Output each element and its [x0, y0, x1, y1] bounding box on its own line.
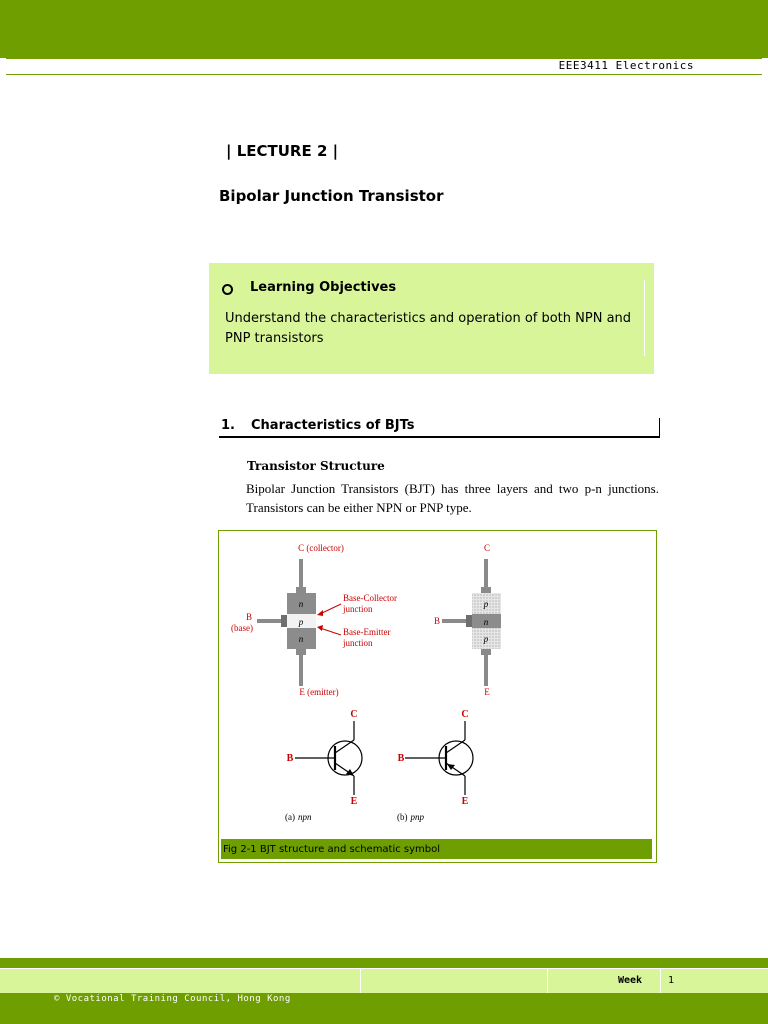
pnp-symbol-b: B [397, 753, 405, 764]
npn-symbol-e: E [350, 796, 358, 807]
be-junction-label-1: Base-Emitter [343, 627, 391, 637]
pnp-collector-pad [481, 587, 491, 593]
pnp-layer-3: p [483, 634, 489, 644]
pnp-emitter-lead [484, 655, 488, 686]
bc-junction-arrowhead [317, 610, 323, 616]
npn-emitter-lead [299, 655, 303, 686]
pnp-emitter-pad [481, 649, 491, 655]
npn-layer-3: n [298, 634, 304, 644]
week-number: 1 [668, 975, 675, 986]
be-junction-label-2: junction [343, 638, 373, 648]
body-paragraph: Bipolar Junction Transistors (BJT) has three layers and two p-n junctions. Transistors can be either NPN or PNP type. [246, 481, 659, 515]
pnp-layer-2: n [483, 617, 489, 627]
pnp-base-pad [466, 615, 472, 627]
npn-collector-label: C (collector) [298, 543, 344, 553]
npn-base-sublabel: (base) [231, 623, 253, 633]
npn-layer-2: p [298, 617, 304, 627]
npn-collector-pad [296, 587, 306, 593]
npn-symbol-label-type: npn [298, 812, 312, 822]
pnp-symbol-c: C [461, 709, 469, 720]
bullet-icon [222, 284, 233, 295]
npn-symbol-label-prefix: (a) [285, 812, 295, 822]
be-junction-arrow [320, 628, 341, 635]
footer-divider [660, 969, 661, 993]
be-junction-arrowhead [317, 625, 323, 631]
figure-box [218, 530, 657, 863]
bc-junction-label-1: Base-Collector [343, 593, 397, 603]
pnp-symbol-label-prefix: (b) [397, 812, 408, 822]
bc-junction-arrow [320, 604, 341, 614]
lecture-title: Bipolar Junction Transistor [219, 187, 444, 205]
pnp-structure [434, 543, 501, 697]
objectives-heading: Learning Objectives [250, 280, 397, 295]
footer-divider [547, 969, 548, 993]
npn-emitter-label: E (emitter) [299, 687, 339, 697]
npn-symbol-label [285, 812, 312, 822]
npn-base-pad [281, 615, 287, 627]
footer-band [0, 969, 768, 993]
bc-junction-label-2: junction [343, 604, 373, 614]
npn-symbol [285, 709, 362, 822]
week-label: Week [618, 975, 643, 986]
figure-caption: Fig 2-1 BJT structure and schematic symbol [223, 844, 441, 855]
subsection-heading: Transistor Structure [247, 459, 385, 473]
section-heading [219, 418, 660, 438]
objectives-divider [644, 280, 645, 356]
npn-structure [231, 543, 397, 697]
copyright-text: © Vocational Training Council, Hong Kong [54, 994, 291, 1004]
footer-rule [0, 958, 768, 968]
footer-divider [360, 969, 361, 993]
npn-emitter-pad [296, 649, 306, 655]
pnp-symbol [397, 709, 473, 822]
pnp-base-label: B [433, 616, 441, 626]
npn-layer-1: n [298, 599, 304, 609]
npn-symbol-b: B [286, 753, 294, 764]
header-rule-bottom [6, 74, 762, 75]
pnp-symbol-label [397, 812, 425, 822]
section-title: Characteristics of BJTs [251, 418, 415, 433]
npn-symbol-c: C [350, 709, 358, 720]
pnp-symbol-label-type: pnp [410, 812, 424, 822]
pnp-emitter-label: E [484, 687, 490, 697]
pnp-layer-1: p [483, 599, 489, 609]
bjt-diagram [219, 531, 656, 862]
header-bar [0, 0, 768, 58]
pnp-collector-label: C [483, 543, 491, 553]
course-title: EEE3411 Electronics [558, 59, 694, 72]
lecture-label: | LECTURE 2 | [226, 142, 339, 160]
pnp-symbol-emitter-arrow [447, 764, 455, 770]
npn-base-label: B [245, 612, 253, 622]
objectives-text: Understand the characteristics and operation of both NPN and PNP transistors [225, 311, 632, 346]
pnp-symbol-e: E [461, 796, 469, 807]
section-number: 1. [221, 418, 235, 433]
figure-caption-bar [221, 839, 652, 859]
